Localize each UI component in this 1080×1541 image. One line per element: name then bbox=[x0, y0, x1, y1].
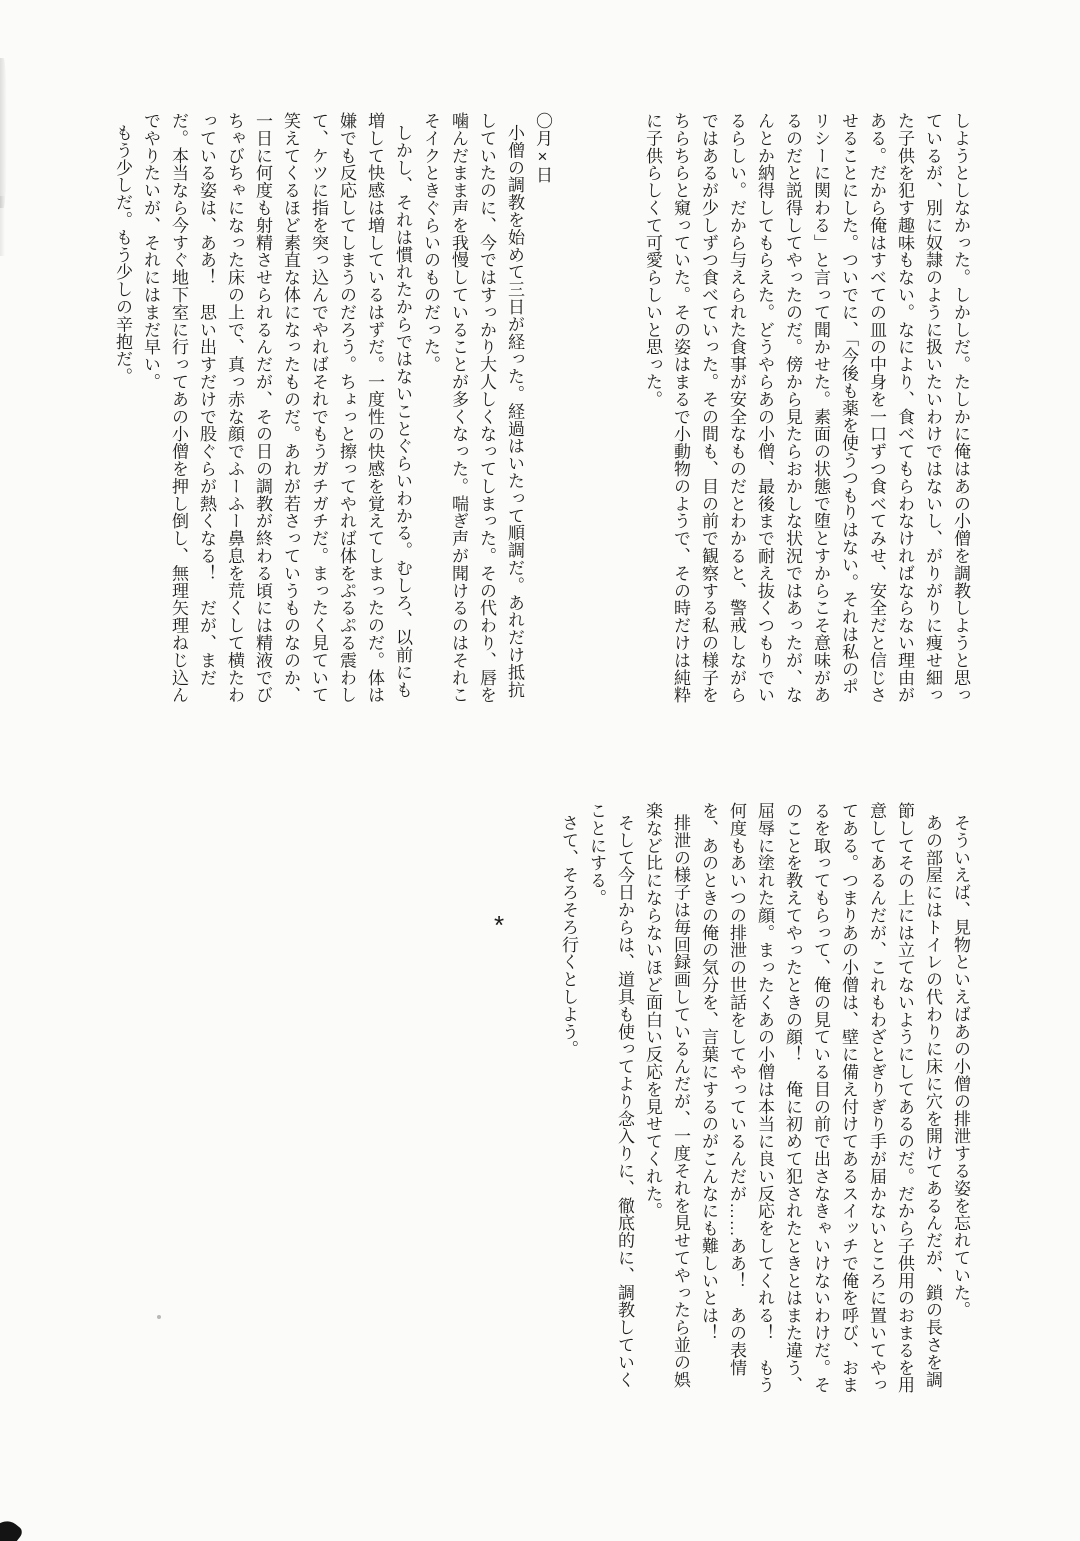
diary-paragraph: 排泄の様子は毎回録画しているんだが、一度それを見せてやったら並の娯楽など比にならないほど面白い反応を見せてくれた。 bbox=[643, 802, 690, 1389]
continuation-paragraph: しようとしなかった。しかしだ。たしかに俺はあの小僧を調教しようと思っているが、別に奴隷のように扱いたいわけではないし、がりがりに痩せ細った子供を犯す趣味もない。なにより、食べてもらわなければならない理由がある。だから俺はすべての皿の中身を一口ずつ食べてみせ、安全だと信じさせることにした。ついでに、「今後も薬を使うつもりはない。それは私のポリシーに関わる」と言って聞かせた。素面の状態で堕とすからこそ意味があるのだと説得してやったのだ。傍から見たらおかしな状況ではあったが、なんとか納得してもらえた。どうやらあの小僧、最後まで耐え抜くつもりでいるらしい。だから与えられた食事が安全なものだとわかると、警戒しながらではあるが少しずつ食べていった。その間も、目の前で観察する私の様子をちらちらと窺っていた。その姿はまるで小動物のようで、その時だけは純粋に子供らしくて可愛らしいと思った。 bbox=[643, 112, 970, 704]
page-corner-mark-artifact bbox=[0, 1515, 24, 1541]
diary-paragraph: もう少しだ。もう少しの辛抱だ。 bbox=[113, 124, 132, 386]
diary-text-block-top bbox=[108, 112, 974, 710]
scan-smudge-artifact bbox=[0, 196, 5, 256]
diary-paragraph: さて、そろそろ行くとしよう。 bbox=[559, 814, 578, 1058]
diary-date-header: 〇月×日 bbox=[533, 112, 552, 184]
scan-speck-artifact bbox=[157, 1315, 161, 1319]
diary-paragraph: しかし、それは慣れたからではないことぐらいわかる。むしろ、以前にも増して快感は増しているはずだ。一度性の快感を覚えてしまったのだ。体は嫌でも反応してしまうのだろう。ちょっと擦ってやれば体をぷるぷる震わして、ケツに指を突っ込んでやればそれでもうガチガチだ。まったく見ていて笑えてくるほど素直な体になったものだ。あれが若さっていうものなのか、一日に何度も射精させられるんだが、その日の調教が終わる頃には精液でびちゃびちゃになった床の上で、真っ赤な顔でふーふー鼻息を荒くして横たわっている姿は、ああ！ 思い出すだけで股ぐらが熱くなる！ だが、まだだ。本当なら今すぐ地下室に行ってあの小僧を押し倒し、無理矢理ねじ込んでやりたいが、それにはまだ早い。 bbox=[141, 112, 412, 704]
diary-paragraph: 小僧の調教を始めて三日が経った。経過はいたって順調だ。あれだけ抵抗していたのに、今ではすっかり大人しくなってしまった。その代わり、唇を噛んだまま声を我慢していることが多くなった。喘ぎ声が聞けるのはそれこそイクときぐらいのものだった。 bbox=[421, 112, 524, 704]
diary-paragraph: そして今日からは、道具も使ってより念入りに、徹底的に、調教していくことにする。 bbox=[587, 802, 634, 1389]
diary-paragraph: あの部屋にはトイレの代わりに床に穴を開けてあるんだが、鎖の長さを調節してその上には立てないようにしてあるのだ。だから子供用のおまるを用意してあるんだが、これもわざとぎりぎり手が届かないところに置いてやってある。つまりあの小僧は、壁に備え付けてあるスイッチで俺を呼び、おまるを取ってもらって、俺の見ている目の前で出さなきゃいけないわけだ。そのことを教えてやったときの顔！ 俺に初めて犯されたときとはまた違う、屈辱に塗れた顔。まったくあの小僧は本当に良い反応をしてくれる！ もう何度もあいつの排泄の世話をしてやっているんだが……ああ！ あの表情を、あのときの俺の気分を、言葉にするのがこんなにも難しいとは！ bbox=[699, 802, 942, 1394]
diary-paragraph: そういえば、見物といえばあの小僧の排泄する姿を忘れていた。 bbox=[951, 814, 970, 1319]
diary-text-block-bottom bbox=[554, 802, 974, 1402]
section-separator-asterisk: * bbox=[494, 910, 505, 940]
scan-smudge-artifact bbox=[0, 58, 7, 208]
